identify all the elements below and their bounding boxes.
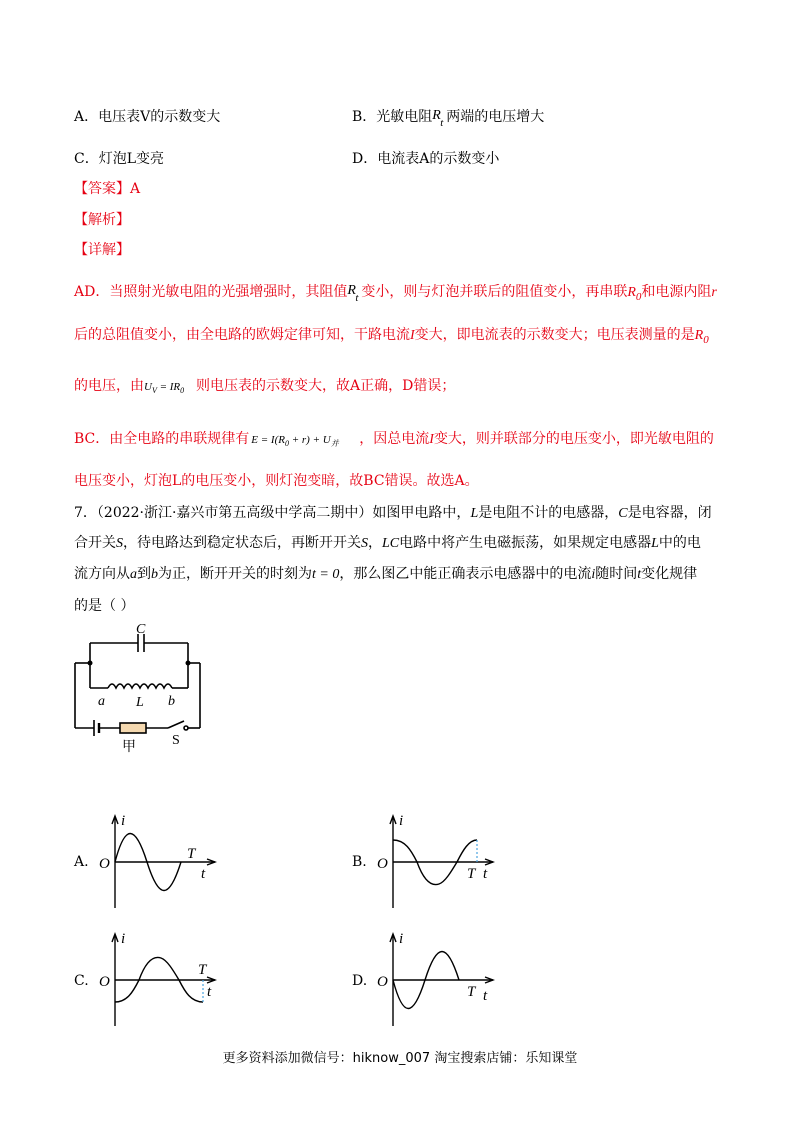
circuit-diagram (70, 620, 230, 755)
explanation-line-3 (74, 377, 455, 395)
r0-symbol: R (694, 328, 704, 343)
graph-a-i-label: i (121, 813, 126, 829)
graph-d-t-label: t (483, 988, 488, 1004)
formula-e-part: E = I(R (251, 434, 285, 446)
formula-u: U (144, 381, 152, 393)
q-symbol: i (591, 567, 596, 582)
r0-subscript: 0 (635, 290, 642, 303)
rt-subscript: t (355, 292, 359, 304)
q-text: 中的电 (658, 535, 701, 551)
graph-b (373, 810, 503, 910)
expl-text: BC．由全电路的串联规律有 (74, 431, 250, 447)
formula-0-sub: 0 (180, 386, 185, 396)
expl-text: 变小，则与灯泡并联后的阻值变小，再串联 (361, 284, 628, 300)
graph-b-option-label: B. (352, 854, 367, 870)
formula-e (251, 431, 338, 453)
answer-value: A (130, 181, 141, 197)
q-symbol: b (151, 567, 158, 582)
q-text: 合开关 (74, 535, 116, 551)
graph-a-option-label: A. (74, 854, 89, 870)
graph-b-i-label: i (399, 813, 404, 829)
q-symbol: S (116, 536, 123, 551)
expl-text: ，因总电流 (359, 431, 430, 447)
page-footer: 更多资料添加微信号：hiknow_007 淘宝搜索店铺：乐知课堂 (222, 1051, 578, 1066)
graph-b-t-label: t (483, 866, 488, 882)
question7-line-3 (74, 565, 697, 584)
q-text: ，那么图乙中能正确表示电感器中的电流 (339, 566, 592, 582)
q-symbol: LC (382, 536, 400, 551)
answer-label: 【答案】 (74, 181, 130, 197)
option-d: D．电流表A的示数变小 (352, 151, 500, 167)
formula-0-sub: 0 (284, 439, 289, 449)
rt-symbol: R (347, 283, 356, 298)
expl-text: 变大，则并联部分的电压变小，即光敏电阻的 (433, 431, 714, 447)
explanation-line-1 (74, 283, 717, 306)
current-symbol: I (410, 328, 415, 343)
formula-ir: = IR (156, 381, 181, 393)
q-symbol: t (637, 567, 642, 582)
question7-line-2 (74, 534, 701, 553)
graph-a-origin: O (99, 856, 110, 872)
expl-text: 和电源内阻 (641, 284, 712, 300)
graph-c-T-label: T (198, 962, 207, 978)
q-text: 为正，断开开关的时刻为 (158, 566, 312, 582)
graph-c-i-label: i (121, 931, 126, 947)
q-symbol: L (651, 536, 659, 551)
graph-d-origin: O (377, 974, 388, 990)
graph-a-T-label: T (187, 846, 196, 862)
formula-e-rest: + r) + U (288, 434, 331, 446)
expl-text: 的电压，由 (74, 378, 144, 394)
q-symbol: a (130, 567, 137, 582)
option-b-symbol: R (432, 108, 441, 123)
expl-text: 后的总阻值变小，由全电路的欧姆定律可知，干路电流 (74, 327, 410, 343)
expl-text: AD．当照射光敏电阻的光强增强时，其阻值 (74, 284, 348, 300)
graph-d-T-label: T (467, 984, 476, 1000)
analysis-label: 【解析】 (74, 212, 130, 228)
r0-subscript: 0 (703, 333, 709, 346)
q-text: 是电阻不计的电感器， (478, 505, 619, 521)
label-jia: 甲 (122, 740, 136, 755)
q-text: 电路中将产生电磁振荡，如果规定电感器 (399, 535, 652, 551)
q-text: 流方向从 (74, 566, 130, 582)
explanation-line-4 (74, 430, 714, 449)
question7-line-1 (74, 504, 712, 523)
graph-c-origin: O (99, 974, 110, 990)
q-text: 是电容器，闭 (627, 505, 712, 521)
detail-label: 【详解】 (74, 242, 130, 258)
current-symbol: I (429, 432, 434, 447)
q-text: 随时间 (595, 566, 638, 582)
q-text: ，待电路达到稳定状态后，再断开开关 (123, 535, 361, 551)
r-symbol: r (711, 285, 717, 300)
option-b-subscript: t (440, 117, 444, 129)
junction-left (88, 661, 93, 666)
q-symbol: t = 0 (312, 567, 340, 582)
option-b-suffix: 两端的电压增大 (446, 109, 545, 125)
label-b: b (168, 694, 175, 709)
expl-text: 变大，即电流表的示数变大；电压表测量的是 (414, 327, 695, 343)
graph-c (95, 928, 225, 1028)
q-text: ， (368, 535, 382, 551)
q-text: 到 (137, 566, 151, 582)
option-a: A．电压表V的示数变大 (74, 109, 221, 125)
junction-right (186, 661, 191, 666)
formula-v-sub: V (151, 386, 157, 396)
explanation-line-2 (74, 326, 709, 349)
option-b (352, 108, 545, 129)
expl-text: 则电压表的示数变大，故A正确，D错误； (196, 378, 456, 394)
option-c: C．灯泡L变亮 (74, 151, 165, 167)
label-capacitor: C (136, 622, 146, 637)
r0-symbol: R (627, 285, 636, 300)
label-switch: S (172, 733, 180, 748)
label-inductor: L (136, 695, 144, 710)
graph-b-origin: O (377, 856, 388, 872)
graph-a-t-label: t (201, 866, 206, 882)
graph-a (95, 810, 225, 910)
q-symbol: C (618, 506, 628, 521)
q-text: 变化规律 (641, 566, 698, 582)
formula-bing-sub: 并 (330, 439, 339, 449)
graph-d-i-label: i (399, 931, 404, 947)
graph-d-option-label: D. (352, 973, 368, 989)
graph-d (373, 928, 503, 1028)
label-a: a (98, 694, 105, 709)
q-symbol: L (470, 506, 479, 521)
q-text: 7．（2022·浙江·嘉兴市第五高级中学高二期中）如图甲电路中， (74, 505, 471, 521)
formula-uv (144, 378, 184, 400)
option-b-prefix: B．光敏电阻 (352, 109, 433, 125)
graph-c-option-label: C. (74, 973, 89, 989)
question7-line-4: 的是（ ） (74, 598, 135, 614)
graph-b-T-label: T (467, 866, 476, 882)
q-symbol: S (361, 536, 368, 551)
explanation-line-5: 电压变小，灯泡L的电压变小，则灯泡变暗，故BC错误。故选A。 (74, 473, 479, 489)
answer-line (74, 180, 140, 198)
graph-c-t-label: t (207, 984, 212, 1000)
